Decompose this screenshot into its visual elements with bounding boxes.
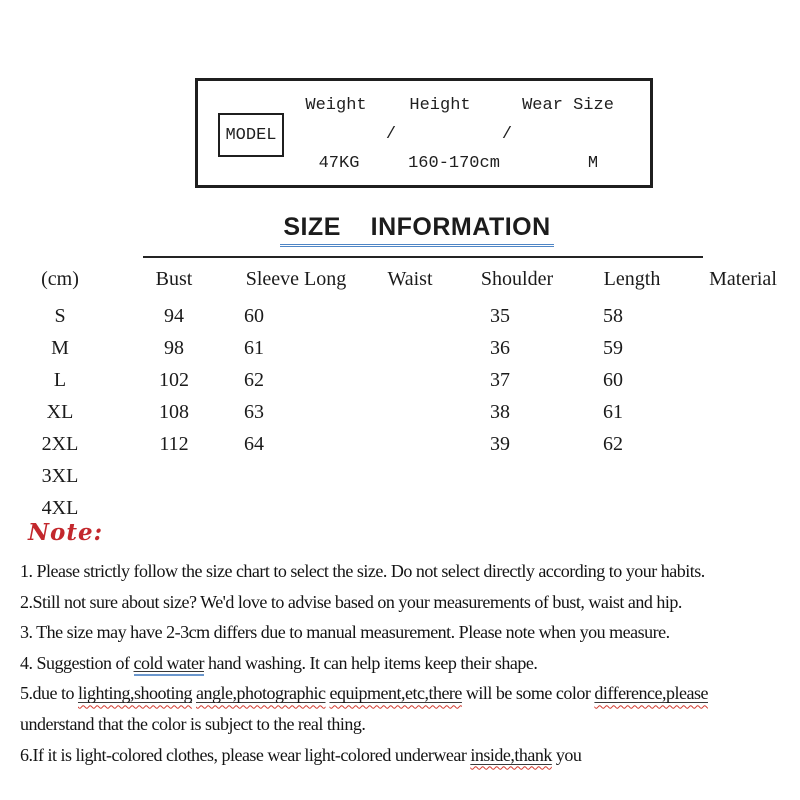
spellchecked-underlined-text: equipment,etc,there [329,683,462,704]
table-row [0,396,800,428]
note-line [20,556,798,587]
notes-list [20,556,798,770]
title-row [0,213,800,247]
table-cell: 60 [244,304,264,327]
wear-size-header: Wear Size [522,96,614,115]
table-cell: 58 [603,304,623,327]
size-label: XL [46,400,74,423]
column-header-shoulder: Shoulder [480,267,554,290]
table-cell: 63 [244,400,264,423]
column-header-bust: Bust [155,267,193,290]
spellchecked-underlined-text: lighting,shooting [78,683,193,704]
column-header-unit: (cm) [41,267,79,290]
table-cell: 35 [490,304,510,327]
note-heading: Note: [28,519,104,546]
size-label: 2XL [41,432,79,455]
table-cell: 61 [603,400,623,423]
table-cell: 61 [244,336,264,359]
height-value: 160-170cm [408,154,500,173]
size-label: S [54,304,66,327]
table-cell: 94 [164,304,184,327]
size-information-title: SIZE INFORMATION [280,213,553,247]
table-row [0,428,800,460]
spellchecked-underlined-text: inside,thank [470,744,552,765]
table-cell: 38 [490,400,510,423]
note-text: 4. Suggestion of [20,652,134,673]
size-label: L [53,368,67,391]
separator-slash: / [385,125,397,144]
note-text: hand washing. It can help items keep their shape. [203,652,538,673]
note-text: 5.due to [20,683,78,704]
table-cell: 62 [244,368,264,391]
note-text: 3. The size may have 2-3cm differs due to manual measurement. Please note when you measure. [20,622,670,643]
note-line [20,648,798,679]
model-info-box [195,78,653,188]
table-cell: 60 [603,368,623,391]
note-line [20,678,798,709]
table-cell: 108 [159,400,189,423]
table-cell: 59 [603,336,623,359]
note-text: you [551,744,582,765]
table-cell: 64 [244,432,264,455]
column-header-length: Length [603,267,661,290]
size-label: 3XL [41,464,79,487]
table-row [0,300,800,332]
note-line [20,709,798,740]
weight-value: 47KG [318,154,360,173]
note-line [20,740,798,771]
note-text: will be some color [461,683,595,704]
table-cell: 62 [603,432,623,455]
table-cell: 112 [159,432,189,455]
spellchecked-underlined-text: difference,please [594,683,708,704]
note-text: understand that the color is subject to the real thing. [20,713,366,734]
table-row [0,364,800,396]
wear-size-value: M [587,154,599,173]
model-label: MODEL [225,125,277,145]
column-header-material: Material [709,267,777,290]
size-chart-table [0,256,800,524]
spellchecked-underlined-text: angle,photographic [196,683,326,704]
note-text: 2.Still not sure about size? We'd love to advise based on your measurements of bust, waist and hip. [20,591,682,612]
note-text: 1. Please strictly follow the size chart to select the size. Do not select directly according to your habits. [20,561,705,581]
table-cell: 98 [164,336,184,359]
table-cell: 39 [490,432,510,455]
table-cell: 102 [159,368,189,391]
table-header-row [0,258,800,300]
table-cell: 36 [490,336,510,359]
note-text: 6.If it is light-colored clothes, please wear light-colored underwear [20,744,471,765]
model-label-box [218,113,284,157]
height-header: Height [409,96,471,115]
note-line [20,587,798,618]
size-label: 4XL [41,496,79,519]
emphasized-underlined-text: cold water [134,653,204,676]
table-row [0,492,800,524]
weight-header: Weight [305,96,367,115]
column-header-sleeve-long: Sleeve Long [245,267,347,290]
table-row [0,332,800,364]
separator-slash: / [501,125,513,144]
column-header-waist: Waist [387,267,433,290]
size-label: M [51,336,69,359]
table-cell: 37 [490,368,510,391]
note-line [20,617,798,648]
table-row [0,460,800,492]
size-table-rows [0,300,800,524]
